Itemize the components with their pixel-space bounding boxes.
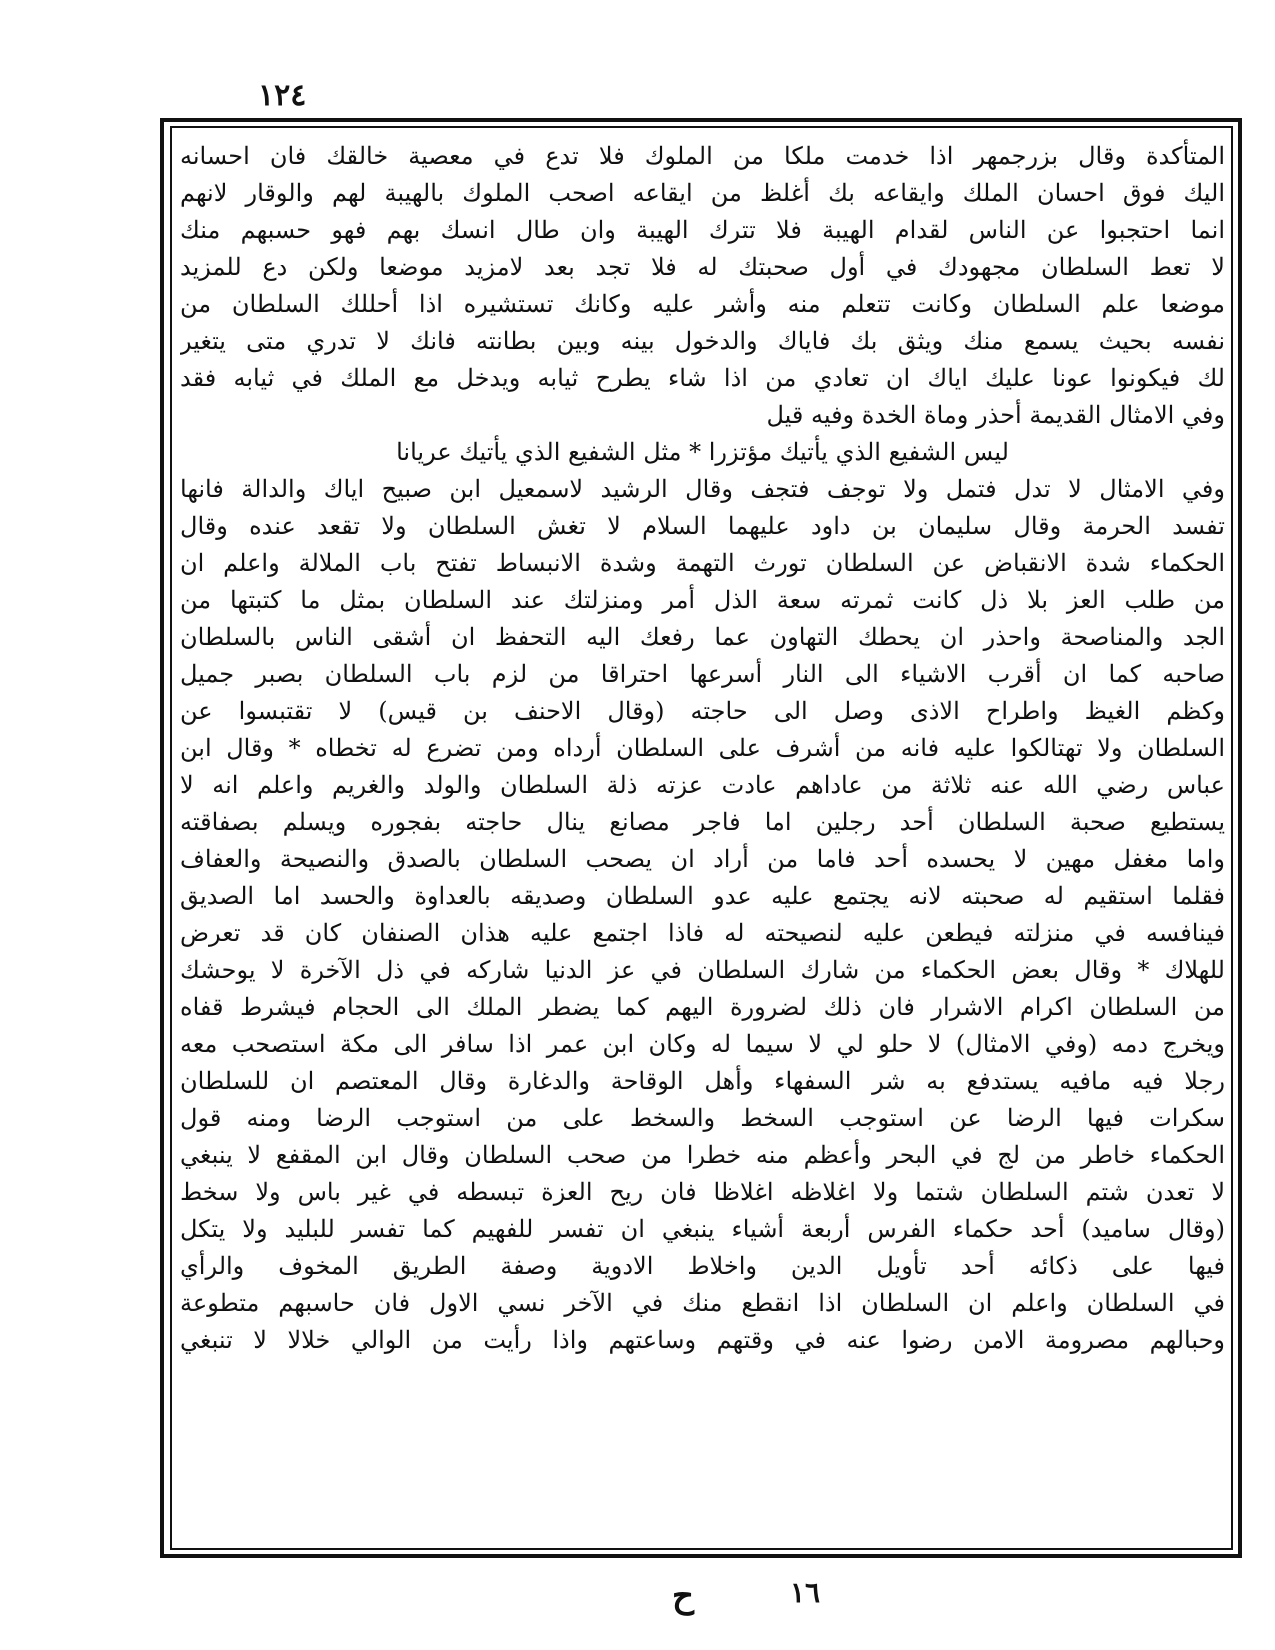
text-line: وكظم الغيظ واطراح الاذى وصل الى حاجته (وقال الاحنف بن قيس) لا تقتبسوا عن <box>180 697 1225 725</box>
sheet-number: ١٦ <box>790 1576 821 1609</box>
text-line: فقلما استقيم له صحبته لانه يجتمع عليه عدو السلطان وصديقه بالعداوة والحسد اما الصديق <box>180 882 1225 910</box>
text-line: السلطان ولا تهتالكوا عليه فانه من أشرف على السلطان أرداه ومن تضرع له تخطاه * وقال ابن <box>180 734 1225 762</box>
text-line: صاحبه كما ان أقرب الاشياء الى النار أسرعها احتراقا من لزم باب السلطان بصبر جميل <box>180 660 1225 688</box>
text-line: وفي الامثال القديمة أحذر وماة الخدة وفيه قيل <box>766 401 1225 429</box>
text-line: لك فيكونوا عونا عليك اياك ان تعادي من اذا شاء يطرح ثيابه ويدخل مع الملك في ثيابه فقد <box>180 364 1225 392</box>
text-line: سكرات فيها الرضا عن استوجب السخط والسخط على من استوجب الرضا ومنه قول <box>180 1104 1225 1132</box>
text-line: لا تعط السلطان مجهودك في أول صحبتك له فلا تجد بعد لامزيد موضعا ولكن دع للمزيد <box>180 253 1225 281</box>
text-line: وفي الامثال لا تدل فتمل ولا توجف فتجف وقال الرشيد لاسمعيل ابن صبيح اياك والدالة فانها <box>180 475 1225 503</box>
verse-line: ليس الشفيع الذي يأتيك مؤتزرا * مثل الشفيع الذي يأتيك عريانا <box>396 438 1009 466</box>
text-line: للهلاك * وقال بعض الحكماء من شارك السلطان في عز الدنيا شاركه في ذل الآخرة لا يوحشك <box>180 956 1225 984</box>
text-line: المتأكدة وقال بزرجمهر اذا خدمت ملكا من الملوك فلا تدع في معصية خالقك فان احسانه <box>180 142 1225 170</box>
text-line: ويخرج دمه (وفي الامثال) لا حلو لي لا سيما له وكان ابن عمر اذا سافر الى مكة استصحب معه <box>180 1030 1225 1058</box>
text-line: فينافسه في منزلته فيطعن عليه لنصيحته له فاذا اجتمع عليه هذان الصنفان كان قد تعرض <box>180 919 1225 947</box>
text-line: رجلا فيه مافيه يستدفع به شر السفهاء وأهل الوقاحة والدغارة وقال المعتصم ان للسلطان <box>180 1067 1225 1095</box>
text-line: تفسد الحرمة وقال سليمان بن داود عليهما السلام لا تغش السلطان ولا تقعد عنده وقال <box>180 512 1225 540</box>
text-line: الحكماء خاطر من لج في البحر وأعظم منه خطرا من صحب السلطان وقال ابن المقفع لا ينبغي <box>180 1141 1225 1169</box>
text-line: موضعا علم السلطان وكانت تتعلم منه وأشر عليه وكانك تستشيره اذا أحللك السلطان من <box>180 290 1225 318</box>
text-line: يستطيع صحبة السلطان أحد رجلين اما فاجر مصانع ينال حاجته بفجوره ويسلم بصفاقته <box>180 808 1225 836</box>
text-line: (وقال ساميد) أحد حكماء الفرس أربعة أشياء ينبغي ان تفسر للفهيم كما تفسر للبليد ولا يتكل <box>180 1215 1225 1243</box>
page-footer <box>0 1576 1275 1626</box>
signature-mark: ح <box>672 1576 694 1616</box>
text-line: الحكماء شدة الانقباض عن السلطان تورث التهمة وشدة الانبساط تفتح باب الملالة واعلم ان <box>180 549 1225 577</box>
text-line: عباس رضي الله عنه ثلاثة من عاداهم عادت عزته ذلة السلطان والولد والغريم واعلم انه لا <box>180 771 1225 799</box>
page-number: ١٢٤ <box>258 78 307 113</box>
text-line: انما احتجبوا عن الناس لقدام الهيبة فلا تترك الهيبة وان طال انسك بهم فهو حسبهم منك <box>180 216 1225 244</box>
text-line: في السلطان واعلم ان السلطان اذا انقطع منك في الآخر نسي الاول فان حاسبهم متطوعة <box>180 1289 1225 1317</box>
text-line: من طلب العز بلا ذل كانت ثمرته سعة الذل أمر ومنزلتك عند السلطان بمثل ما كتبتها من <box>180 586 1225 614</box>
text-line: الجد والمناصحة واحذر ان يحطك التهاون عما رفعك اليه التحفظ ان أشقى الناس بالسلطان <box>180 623 1225 651</box>
text-line: من السلطان اكرام الاشرار فان ذلك لضرورة اليهم كما يضطر الملك الى الحجام فيشرط قفاه <box>180 993 1225 1021</box>
body-text <box>180 138 1225 1546</box>
text-line: واما مغفل مهين لا يحسده أحد فاما من أراد ان يصحب السلطان بالصدق والنصيحة والعفاف <box>180 845 1225 873</box>
text-line: نفسه بحيث يسمع منك ويثق بك فاياك والدخول بينه وبين بطانته فانك لا تدري متى يتغير <box>180 327 1225 355</box>
text-line: وحبالهم مصرومة الامن رضوا عنه في وقتهم وساعتهم واذا رأيت من الوالي خلالا لا تنبغي <box>180 1326 1225 1354</box>
text-line: فيها على ذكائه أحد تأويل الدين واخلاط الادوية وصفة الطريق المخوف والرأي <box>180 1252 1225 1280</box>
text-line: لا تعدن شتم السلطان شتما ولا اغلاظه اغلاظا فان ريح العزة تبسطه في غير باس ولا سخط <box>180 1178 1225 1206</box>
text-line: اليك فوق احسان الملك وايقاعه بك أغلظ من ايقاعه اصحب الملوك بالهيبة لهم والوقار لانهم <box>180 179 1225 207</box>
